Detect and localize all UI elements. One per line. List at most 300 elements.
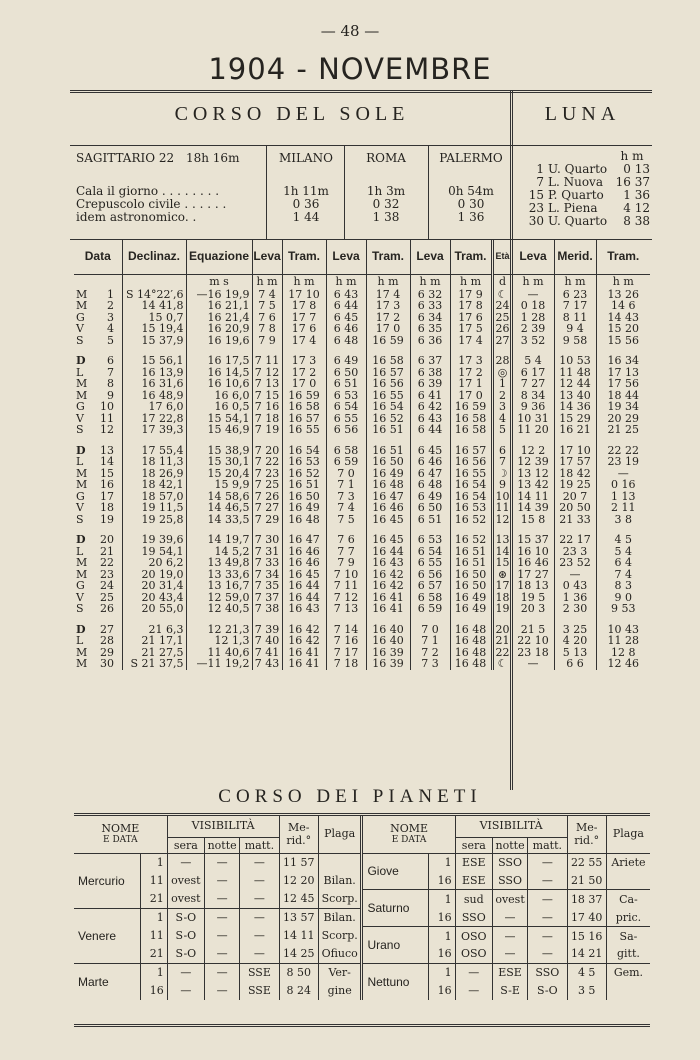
weekday: G [76,401,85,413]
palermo-set: 16 48 [450,647,492,659]
page-number: — 48 — [320,22,380,40]
moon-meridian: 23 52 [554,557,596,569]
weekday: L [76,366,84,378]
palermo-rise: 6 54 [410,546,450,558]
planet-matt: — [528,853,567,871]
planet-date: 21 [140,890,167,908]
moon-rise: 22 10 [512,635,554,647]
roma-rise: 6 48 [326,335,366,347]
unit-label: d [492,274,512,289]
roma-rise: 6 45 [326,312,366,324]
moon-set: 3 8 [614,513,632,525]
declination: 17 39,3 [122,424,186,436]
moon-age: 12 [492,514,512,526]
equation: 15 20,4 [186,468,252,480]
roma-rise: 7 18 [326,658,366,670]
planet-matt: — [240,871,279,889]
day-cell [74,390,122,402]
palermo-rise: 6 37 [410,355,450,367]
milano-set: 17 0 [282,378,326,390]
day-row [74,592,650,604]
roma-set: 16 39 [366,658,410,670]
moon-phase-day: 30 [528,214,544,228]
moon-rise: 1 28 [512,312,554,324]
roma-rise: 6 44 [326,300,366,312]
day-row [74,491,650,503]
milano-set: 17 6 [282,323,326,335]
roma-rise: 7 3 [326,491,366,503]
declination: 18 11,3 [122,456,186,468]
planet-plaga: gitt. [616,947,640,961]
milano-rise: 7 43 [252,658,282,670]
name-header: NOME [101,822,140,836]
unit-label: m s [186,274,252,289]
declination: 19 39,6 [122,534,186,546]
day-cell [74,355,122,367]
day-number: 16 [100,479,114,491]
roma-set: 16 42 [366,580,410,592]
planet-name-header [74,815,167,853]
roma-rise: 6 59 [326,456,366,468]
row-value: 1 44 [292,210,320,224]
declination: 18 26,9 [122,468,186,480]
moon-meridian: 17 10 [554,445,596,457]
row-value: 0 36 [292,197,320,211]
moon-meridian: 14 36 [554,401,596,413]
milano-rise: 7 6 [252,312,282,324]
day-row [74,424,650,436]
day-row [74,635,650,647]
column-header: Equazione [186,239,252,274]
moon-rise: 16 46 [512,557,554,569]
moon-section-title: LUNA [544,103,621,125]
moon-set: 10 43 [607,623,639,635]
palermo-set: 16 54 [450,479,492,491]
palermo-rise: 6 45 [410,445,450,457]
roma-set: 16 50 [366,456,410,468]
milano-rise: 7 34 [252,569,282,581]
moon-meridian: 16 21 [554,424,596,436]
roma-set: 16 58 [366,355,410,367]
weekday: M [76,557,88,569]
planet-plaga: pric. [615,910,642,924]
moon-age: 18 [492,592,512,604]
planet-sera: S-O [167,908,204,926]
roma-set: 16 55 [366,390,410,402]
planet-matt: — [240,945,279,963]
milano-rise: 7 40 [252,635,282,647]
weekday: S [76,603,84,615]
weekday: M [76,568,88,580]
day-row [74,624,650,636]
equation: 16 0,5 [186,401,252,413]
weekday: M [76,646,88,658]
declination: 15 19,4 [122,323,186,335]
day-cell [74,491,122,503]
moon-meridian: 9 58 [554,335,596,347]
planet-meridian: 3 5 [567,982,606,1000]
palermo-rise: 6 55 [410,557,450,569]
moon-age: 13 [492,534,512,546]
planet-notte: ovest [492,890,527,908]
declination: 20 6,2 [122,557,186,569]
roma-rise: 7 4 [326,502,366,514]
planet-sera: ESE [455,871,492,889]
unit-label: h m [410,274,450,289]
palermo-rise: 7 0 [410,624,450,636]
planet-plaga: Scorp. [318,890,362,908]
palermo-rise: 6 48 [410,479,450,491]
planet-meridian: 12 20 [279,871,318,889]
moon-rise: 13 42 [512,479,554,491]
planet-date: 1 [428,963,455,981]
equation: 15 38,9 [186,445,252,457]
planet-name-header [362,815,455,853]
moon-age: 21 [492,635,512,647]
planet-date: 16 [428,908,455,926]
milano-set: 16 51 [282,479,326,491]
palermo-set: 16 50 [450,580,492,592]
moon-rise: 14 39 [512,502,554,514]
day-number: 24 [100,580,114,592]
moon-rise: 21 5 [512,624,554,636]
moon-set: 9 53 [611,603,636,615]
day-number: 13 [100,444,114,456]
weekday: L [76,545,84,557]
milano-rise: 7 16 [252,401,282,413]
planet-notte: — [492,927,527,945]
planet-notte: SSO [492,871,527,889]
column-header: Età [492,239,512,274]
day-row [74,569,650,581]
planet-sera: ESE [455,853,492,871]
row-value: 1 36 [457,210,485,224]
day-number: 22 [100,557,114,569]
day-row [74,335,650,347]
planet-date: 1 [428,890,455,908]
moon-age: 19 [492,603,512,615]
moon-meridian: 22 17 [554,534,596,546]
planet-matt: SSE [240,963,279,981]
palermo-rise: 6 36 [410,335,450,347]
moon-rise: 5 4 [512,355,554,367]
palermo-rise: 6 41 [410,390,450,402]
roma-rise: 7 13 [326,603,366,615]
roma-rise: 7 6 [326,534,366,546]
planet-plaga: Ariete [606,853,650,871]
declination: 17 55,4 [122,445,186,457]
milano-rise: 7 26 [252,491,282,503]
moon-age: ☾ [492,289,512,301]
day-row [74,479,650,491]
declination: 18 57,0 [122,491,186,503]
city-milano: MILANO [279,151,333,165]
moon-phase-name: U. Quarto [548,162,608,176]
equation: —16 19,9 [186,289,252,301]
palermo-set: 16 53 [450,502,492,514]
plaga-header: Plaga [606,815,650,853]
milano-rise: 7 35 [252,580,282,592]
planet-plaga: Gem. [606,963,650,981]
declination: 18 42,1 [122,479,186,491]
moon-rise: 13 12 [512,468,554,480]
moon-rise: 18 13 [512,580,554,592]
day-number: 3 [107,311,114,323]
day-row [74,647,650,659]
moon-set: 8 3 [614,580,632,592]
sera-header: sera [455,837,492,853]
palermo-rise: 6 53 [410,534,450,546]
milano-rise: 7 23 [252,468,282,480]
planet-matt: — [528,890,567,908]
milano-set: 16 53 [282,456,326,468]
moon-age: ☾ [492,658,512,670]
milano-set: 17 8 [282,300,326,312]
row-value: 0 32 [372,197,400,211]
palermo-rise: 6 58 [410,592,450,604]
moon-set: 19 34 [607,401,639,413]
moon-meridian: 9 4 [554,323,596,335]
day-cell [74,569,122,581]
roma-rise: 7 16 [326,635,366,647]
declination: 19 11,5 [122,502,186,514]
palermo-set: 17 3 [450,355,492,367]
roma-set: 17 2 [366,312,410,324]
palermo-rise: 6 57 [410,580,450,592]
palermo-rise: 6 34 [410,312,450,324]
roma-rise: 7 1 [326,479,366,491]
day-number: 28 [100,635,114,647]
moon-set: 13 26 [607,288,639,300]
palermo-rise: 7 2 [410,647,450,659]
planet-matt: — [240,853,279,871]
roma-set: 16 48 [366,479,410,491]
sign-time: 18h 16m [185,151,240,165]
equation: 15 54,1 [186,413,252,425]
matt-header: matt. [528,837,567,853]
meridian-label: Me- [575,820,598,834]
planet-name: Giove [362,853,428,890]
palermo-rise: 6 47 [410,468,450,480]
planet-date: 16 [140,982,167,1000]
palermo-set: 16 48 [450,624,492,636]
planet-notte: — [205,908,240,926]
planet-meridian: 14 25 [279,945,318,963]
planet-notte: — [492,908,527,926]
planet-notte: ESE [492,963,527,981]
equation: 12 1,3 [186,635,252,647]
palermo-set: 16 51 [450,546,492,558]
day-row [74,390,650,402]
day-number: 15 [100,467,114,479]
day-row [74,514,650,526]
equation: 13 49,8 [186,557,252,569]
moon-meridian: 5 13 [554,647,596,659]
milano-set: 16 42 [282,635,326,647]
moon-rise: 19 5 [512,592,554,604]
milano-set: 17 2 [282,367,326,379]
milano-set: 16 49 [282,502,326,514]
column-header: Tram. [596,239,650,274]
day-cell [74,580,122,592]
planets-table [74,815,650,1000]
roma-rise: 7 14 [326,624,366,636]
visibility-header: VISIBILITÀ [167,815,279,837]
row-value: 1 38 [372,210,400,224]
weekday: M [76,300,88,312]
roma-set: 16 52 [366,413,410,425]
day-number: 1 [107,288,114,300]
equation: 16 21,4 [186,312,252,324]
planet-sera: OSO [455,945,492,963]
moon-rise: 17 27 [512,569,554,581]
weekday: M [76,479,88,491]
declination: 21 6,3 [122,624,186,636]
milano-set: 16 54 [282,445,326,457]
moon-age: 14 [492,546,512,558]
roma-set: 16 49 [366,468,410,480]
planet-plaga: Bilan. [318,908,362,926]
moon-phase-name: L. Nuova [548,175,603,189]
moon-age: 3 [492,401,512,413]
day-row [74,603,650,615]
day-cell [74,289,122,301]
moon-set: 18 44 [607,389,639,401]
declination: 17 22,8 [122,413,186,425]
planet-sera: — [167,982,204,1000]
equation: 12 21,3 [186,624,252,636]
matt-header: matt. [240,837,279,853]
day-cell [74,445,122,457]
column-header: Data [74,239,122,274]
planet-date: 1 [140,963,167,981]
moon-rise: 12 2 [512,445,554,457]
palermo-set: 16 49 [450,592,492,604]
moon-meridian: 17 57 [554,456,596,468]
milano-rise: 7 38 [252,603,282,615]
planet-sera: sud [455,890,492,908]
moon-age: ☽ [492,468,512,480]
equation: —11 19,2 [186,658,252,670]
planet-plaga: Ca- [606,890,650,908]
moon-meridian: 6 23 [554,289,596,301]
milano-set: 16 55 [282,424,326,436]
milano-rise: 7 41 [252,647,282,659]
meridian-header [279,815,318,853]
weekday: S [76,334,84,346]
palermo-rise: 6 59 [410,603,450,615]
planet-name: Marte [74,963,140,1000]
planet-matt: — [240,927,279,945]
day-row [74,401,650,413]
planet-meridian: 4 5 [567,963,606,981]
moon-set: 2 11 [611,502,636,514]
declination: 15 56,1 [122,355,186,367]
moon-set: 14 6 [611,300,636,312]
roma-rise: 6 54 [326,401,366,413]
day-cell [74,514,122,526]
moon-rise: 15 37 [512,534,554,546]
day-number: 5 [107,334,114,346]
roma-rise: 7 12 [326,592,366,604]
roma-set: 16 39 [366,647,410,659]
roma-set: 16 42 [366,569,410,581]
planet-matt: — [528,927,567,945]
moon-meridian: 1 36 [554,592,596,604]
equation: 14 33,5 [186,514,252,526]
palermo-set: 16 58 [450,413,492,425]
milano-set: 16 58 [282,401,326,413]
roma-set: 16 47 [366,491,410,503]
milano-rise: 7 33 [252,557,282,569]
moon-phase-name: L. Piena [548,201,598,215]
day-number: 9 [107,389,114,401]
day-number: 8 [107,378,114,390]
day-cell [74,300,122,312]
moon-age: 26 [492,323,512,335]
declination: 20 31,4 [122,580,186,592]
moon-age: 17 [492,580,512,592]
milano-set: 16 52 [282,468,326,480]
palermo-set: 16 56 [450,456,492,468]
palermo-rise: 6 32 [410,289,450,301]
day-cell [74,378,122,390]
moon-set: 17 56 [607,378,639,390]
palermo-rise: 6 35 [410,323,450,335]
sun-section-title: CORSO DEL SOLE [174,103,410,125]
planet-meridian: 21 50 [567,871,606,889]
column-header: Merid. [554,239,596,274]
unit-label: h m [554,274,596,289]
roma-set: 16 41 [366,592,410,604]
declination: 14 41,8 [122,300,186,312]
palermo-set: 16 49 [450,603,492,615]
moon-rise: 6 17 [512,367,554,379]
milano-rise: 7 4 [252,289,282,301]
palermo-set: 17 1 [450,378,492,390]
moon-phase-time: 8 38 [623,214,650,228]
day-cell [74,546,122,558]
milano-set: 16 41 [282,647,326,659]
day-row [74,502,650,514]
equation: 11 40,6 [186,647,252,659]
milano-rise: 7 27 [252,502,282,514]
moon-meridian: 15 29 [554,413,596,425]
visibility-header: VISIBILITÀ [455,815,567,837]
day-row [74,323,650,335]
planet-meridian: 11 57 [279,853,318,871]
planet-date: 16 [428,945,455,963]
weekday: V [76,412,84,424]
city-palermo: PALERMO [439,151,503,165]
declination: 20 43,4 [122,592,186,604]
milano-set: 16 44 [282,580,326,592]
moon-meridian: — [554,569,596,581]
planet-notte: SSO [492,853,527,871]
milano-rise: 7 8 [252,323,282,335]
day-number: 29 [100,646,114,658]
planet-sera: — [455,963,492,981]
moon-age: ⊛ [492,569,512,581]
planet-matt: — [528,908,567,926]
roma-rise: 6 51 [326,378,366,390]
moon-set: 17 13 [607,366,639,378]
unit-label: h m [450,274,492,289]
moon-age: 7 [492,456,512,468]
moon-meridian: 2 30 [554,603,596,615]
weekday: D [76,623,86,635]
moon-set: 21 25 [607,424,639,436]
